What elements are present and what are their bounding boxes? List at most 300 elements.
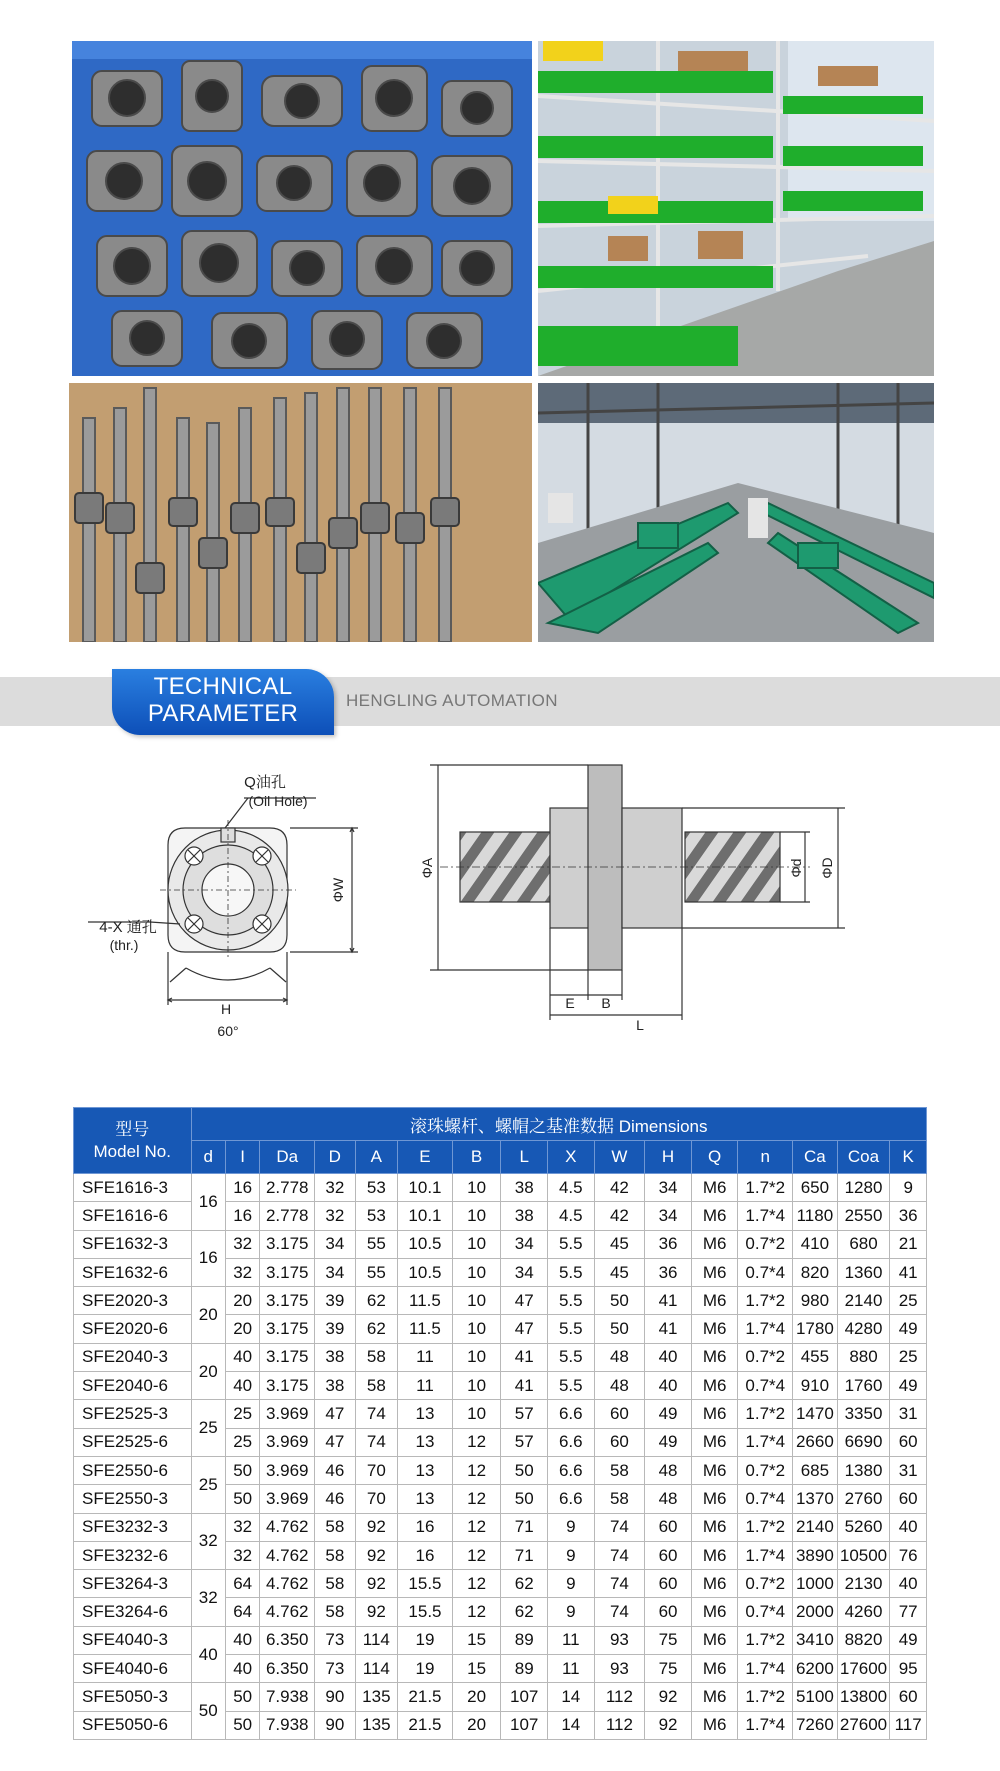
- side-view: [430, 765, 845, 1020]
- cell-d: 50: [191, 1683, 225, 1740]
- cell-l: 38: [501, 1202, 548, 1230]
- cell-q: M6: [691, 1485, 738, 1513]
- cell-coa: 13800: [837, 1683, 890, 1711]
- cell-l: 89: [501, 1655, 548, 1683]
- column-header-w: W: [594, 1141, 645, 1174]
- dim-d-label: Φd: [788, 858, 804, 878]
- cell-d: 20: [191, 1343, 225, 1400]
- cell-l: 107: [501, 1711, 548, 1739]
- cell-x: 11: [548, 1626, 595, 1654]
- cell-n: 1.7*2: [738, 1626, 793, 1654]
- cell-i: 40: [225, 1626, 259, 1654]
- cell-n: 1.7*2: [738, 1400, 793, 1428]
- cell-w: 74: [594, 1598, 645, 1626]
- cell-w: 58: [594, 1456, 645, 1484]
- cell-e: 10.5: [398, 1230, 453, 1258]
- cell-e: 19: [398, 1655, 453, 1683]
- cell-coa: 2760: [837, 1485, 890, 1513]
- cell-d: 46: [315, 1456, 356, 1484]
- cell-l: 62: [501, 1598, 548, 1626]
- dim-h-label: H: [220, 1001, 232, 1017]
- cell-coa: 6690: [837, 1428, 890, 1456]
- cell-b: 10: [452, 1174, 501, 1202]
- cell-b: 12: [452, 1570, 501, 1598]
- cell-w: 60: [594, 1400, 645, 1428]
- cell-q: M6: [691, 1598, 738, 1626]
- cell-x: 6.6: [548, 1485, 595, 1513]
- dim-e-label: E: [565, 995, 575, 1011]
- cell-ca: 455: [793, 1343, 838, 1371]
- model-number: SFE2020-6: [74, 1315, 192, 1343]
- cell-d: 39: [315, 1287, 356, 1315]
- cell-d: 25: [191, 1456, 225, 1513]
- column-header-h: H: [645, 1141, 692, 1174]
- cell-q: M6: [691, 1456, 738, 1484]
- section-title-line2: PARAMETER: [147, 700, 299, 727]
- cell-b: 12: [452, 1513, 501, 1541]
- cell-h: 60: [645, 1598, 692, 1626]
- cell-i: 25: [225, 1428, 259, 1456]
- cell-e: 15.5: [398, 1570, 453, 1598]
- cell-d: 73: [315, 1626, 356, 1654]
- cell-q: M6: [691, 1174, 738, 1202]
- cell-w: 93: [594, 1626, 645, 1654]
- cell-da: 3.969: [260, 1485, 315, 1513]
- cell-n: 0.7*4: [738, 1372, 793, 1400]
- cell-w: 60: [594, 1428, 645, 1456]
- cell-b: 20: [452, 1711, 501, 1739]
- cell-ca: 820: [793, 1258, 838, 1286]
- cell-q: M6: [691, 1315, 738, 1343]
- model-number: SFE2040-3: [74, 1343, 192, 1371]
- cell-k: 49: [890, 1626, 927, 1654]
- cell-da: 3.969: [260, 1428, 315, 1456]
- cell-ca: 2000: [793, 1598, 838, 1626]
- cell-k: 95: [890, 1655, 927, 1683]
- cell-a: 53: [355, 1202, 398, 1230]
- model-number: SFE2550-3: [74, 1485, 192, 1513]
- cell-k: 60: [890, 1485, 927, 1513]
- cell-n: 1.7*4: [738, 1315, 793, 1343]
- cell-i: 32: [225, 1258, 259, 1286]
- cell-da: 4.762: [260, 1541, 315, 1569]
- cell-e: 11.5: [398, 1287, 453, 1315]
- column-header-d: d: [191, 1141, 225, 1174]
- cell-d: 32: [191, 1513, 225, 1570]
- cell-w: 45: [594, 1230, 645, 1258]
- cell-w: 45: [594, 1258, 645, 1286]
- cell-b: 15: [452, 1626, 501, 1654]
- cell-l: 89: [501, 1626, 548, 1654]
- model-number: SFE4040-6: [74, 1655, 192, 1683]
- model-number: SFE2020-3: [74, 1287, 192, 1315]
- cell-ca: 2660: [793, 1428, 838, 1456]
- cell-k: 117: [890, 1711, 927, 1739]
- cell-da: 3.175: [260, 1315, 315, 1343]
- cell-a: 92: [355, 1513, 398, 1541]
- cell-e: 10.1: [398, 1174, 453, 1202]
- cell-x: 5.5: [548, 1315, 595, 1343]
- cell-i: 40: [225, 1343, 259, 1371]
- cell-coa: 4260: [837, 1598, 890, 1626]
- cell-h: 75: [645, 1626, 692, 1654]
- cell-da: 7.938: [260, 1711, 315, 1739]
- cell-w: 58: [594, 1485, 645, 1513]
- cell-coa: 10500: [837, 1541, 890, 1569]
- cell-d: 16: [191, 1230, 225, 1287]
- table-row: [74, 1456, 927, 1484]
- cell-e: 11: [398, 1343, 453, 1371]
- cell-h: 49: [645, 1428, 692, 1456]
- cell-l: 107: [501, 1683, 548, 1711]
- cell-w: 42: [594, 1174, 645, 1202]
- cell-coa: 1380: [837, 1456, 890, 1484]
- cell-h: 41: [645, 1287, 692, 1315]
- cell-k: 25: [890, 1343, 927, 1371]
- photo-factory-workshop: [538, 383, 934, 642]
- cell-k: 9: [890, 1174, 927, 1202]
- cell-h: 36: [645, 1258, 692, 1286]
- cell-q: M6: [691, 1513, 738, 1541]
- cell-i: 32: [225, 1230, 259, 1258]
- cell-x: 6.6: [548, 1428, 595, 1456]
- cell-q: M6: [691, 1711, 738, 1739]
- cell-w: 93: [594, 1655, 645, 1683]
- model-number: SFE2525-6: [74, 1428, 192, 1456]
- cell-da: 2.778: [260, 1174, 315, 1202]
- cell-k: 76: [890, 1541, 927, 1569]
- cell-coa: 8820: [837, 1626, 890, 1654]
- cell-n: 1.7*4: [738, 1428, 793, 1456]
- cell-l: 71: [501, 1513, 548, 1541]
- section-title-line1: TECHNICAL: [153, 673, 293, 700]
- cell-n: 1.7*2: [738, 1174, 793, 1202]
- cell-ca: 1780: [793, 1315, 838, 1343]
- cell-a: 70: [355, 1485, 398, 1513]
- cell-l: 57: [501, 1400, 548, 1428]
- cell-q: M6: [691, 1343, 738, 1371]
- cell-coa: 2550: [837, 1202, 890, 1230]
- cell-b: 12: [452, 1428, 501, 1456]
- cell-a: 74: [355, 1400, 398, 1428]
- cell-q: M6: [691, 1258, 738, 1286]
- cell-i: 64: [225, 1598, 259, 1626]
- column-header-n: n: [738, 1141, 793, 1174]
- cell-a: 114: [355, 1626, 398, 1654]
- column-header-da: Da: [260, 1141, 315, 1174]
- cell-i: 16: [225, 1174, 259, 1202]
- cell-a: 62: [355, 1287, 398, 1315]
- cell-d: 73: [315, 1655, 356, 1683]
- model-number: SFE5050-3: [74, 1683, 192, 1711]
- model-number: SFE5050-6: [74, 1711, 192, 1739]
- cell-ca: 410: [793, 1230, 838, 1258]
- cell-b: 10: [452, 1287, 501, 1315]
- cell-q: M6: [691, 1230, 738, 1258]
- cell-w: 48: [594, 1343, 645, 1371]
- cell-ca: 980: [793, 1287, 838, 1315]
- cell-ca: 1180: [793, 1202, 838, 1230]
- cell-h: 49: [645, 1400, 692, 1428]
- cell-k: 31: [890, 1400, 927, 1428]
- cell-i: 50: [225, 1683, 259, 1711]
- cell-b: 10: [452, 1372, 501, 1400]
- cell-k: 21: [890, 1230, 927, 1258]
- cell-h: 48: [645, 1456, 692, 1484]
- cell-a: 55: [355, 1230, 398, 1258]
- photo-ball-screws: [69, 383, 532, 642]
- cell-da: 3.175: [260, 1343, 315, 1371]
- model-number: SFE1616-3: [74, 1174, 192, 1202]
- cell-i: 16: [225, 1202, 259, 1230]
- cell-q: M6: [691, 1683, 738, 1711]
- cell-e: 11: [398, 1372, 453, 1400]
- model-number: SFE2550-6: [74, 1456, 192, 1484]
- cell-h: 34: [645, 1202, 692, 1230]
- cell-k: 49: [890, 1372, 927, 1400]
- cell-d: 32: [315, 1174, 356, 1202]
- cell-x: 9: [548, 1570, 595, 1598]
- cell-a: 135: [355, 1683, 398, 1711]
- cell-coa: 1760: [837, 1372, 890, 1400]
- cell-da: 4.762: [260, 1570, 315, 1598]
- cell-b: 12: [452, 1541, 501, 1569]
- cell-a: 135: [355, 1711, 398, 1739]
- cell-x: 9: [548, 1598, 595, 1626]
- cell-d: 58: [315, 1541, 356, 1569]
- cell-a: 53: [355, 1174, 398, 1202]
- cell-e: 21.5: [398, 1683, 453, 1711]
- column-header-e: E: [398, 1141, 453, 1174]
- cell-b: 20: [452, 1683, 501, 1711]
- cell-h: 92: [645, 1683, 692, 1711]
- cell-q: M6: [691, 1541, 738, 1569]
- model-column-header: [74, 1108, 192, 1174]
- cell-x: 5.5: [548, 1230, 595, 1258]
- cell-x: 5.5: [548, 1287, 595, 1315]
- model-number: SFE2525-3: [74, 1400, 192, 1428]
- cell-k: 36: [890, 1202, 927, 1230]
- cell-e: 16: [398, 1541, 453, 1569]
- cell-q: M6: [691, 1372, 738, 1400]
- cell-ca: 3410: [793, 1626, 838, 1654]
- table-row: [74, 1626, 927, 1654]
- cell-i: 32: [225, 1513, 259, 1541]
- cell-i: 25: [225, 1400, 259, 1428]
- cell-coa: 1280: [837, 1174, 890, 1202]
- cell-d: 16: [191, 1174, 225, 1231]
- cell-w: 112: [594, 1683, 645, 1711]
- cell-d: 32: [315, 1202, 356, 1230]
- cell-e: 10.1: [398, 1202, 453, 1230]
- cell-w: 74: [594, 1513, 645, 1541]
- model-number: SFE1616-6: [74, 1202, 192, 1230]
- column-header-coa: Coa: [837, 1141, 890, 1174]
- company-name: HENGLING AUTOMATION: [346, 691, 558, 710]
- dim-b-label: B: [601, 995, 611, 1011]
- model-number: SFE3232-6: [74, 1541, 192, 1569]
- cell-w: 74: [594, 1570, 645, 1598]
- cell-da: 3.175: [260, 1287, 315, 1315]
- cell-da: 3.969: [260, 1456, 315, 1484]
- model-header-en: Model No.: [93, 1141, 171, 1161]
- cell-l: 38: [501, 1174, 548, 1202]
- cell-b: 12: [452, 1456, 501, 1484]
- table-body: [74, 1174, 927, 1740]
- table-row: [74, 1570, 927, 1598]
- cell-d: 20: [191, 1287, 225, 1344]
- cell-d: 34: [315, 1258, 356, 1286]
- model-number: SFE3264-6: [74, 1598, 192, 1626]
- cell-b: 12: [452, 1598, 501, 1626]
- cell-d: 39: [315, 1315, 356, 1343]
- cell-i: 40: [225, 1655, 259, 1683]
- front-view: [88, 798, 358, 1005]
- cell-h: 41: [645, 1315, 692, 1343]
- cell-e: 11.5: [398, 1315, 453, 1343]
- cell-h: 75: [645, 1655, 692, 1683]
- cell-x: 14: [548, 1683, 595, 1711]
- cell-x: 6.6: [548, 1456, 595, 1484]
- cell-e: 15.5: [398, 1598, 453, 1626]
- angle-label: 60°: [217, 1023, 239, 1039]
- dim-outer-d-label: ΦD: [819, 857, 835, 879]
- cell-l: 47: [501, 1287, 548, 1315]
- cell-k: 49: [890, 1315, 927, 1343]
- column-header-q: Q: [691, 1141, 738, 1174]
- column-header-k: K: [890, 1141, 927, 1174]
- cell-e: 13: [398, 1400, 453, 1428]
- cell-da: 3.175: [260, 1230, 315, 1258]
- model-number: SFE2040-6: [74, 1372, 192, 1400]
- cell-a: 55: [355, 1258, 398, 1286]
- cell-a: 114: [355, 1655, 398, 1683]
- cell-a: 62: [355, 1315, 398, 1343]
- cell-w: 42: [594, 1202, 645, 1230]
- dimensions-table: [73, 1107, 927, 1740]
- model-header-cn: 型号: [115, 1119, 150, 1139]
- cell-l: 57: [501, 1428, 548, 1456]
- column-header-b: B: [452, 1141, 501, 1174]
- cell-b: 10: [452, 1315, 501, 1343]
- cell-e: 13: [398, 1456, 453, 1484]
- cell-i: 20: [225, 1287, 259, 1315]
- cell-x: 9: [548, 1541, 595, 1569]
- cell-k: 25: [890, 1287, 927, 1315]
- cell-i: 50: [225, 1456, 259, 1484]
- cell-x: 6.6: [548, 1400, 595, 1428]
- cell-q: M6: [691, 1428, 738, 1456]
- oil-hole-label-cn: Q油孔: [244, 774, 286, 791]
- cell-da: 2.778: [260, 1202, 315, 1230]
- table-row: [74, 1174, 927, 1202]
- model-number: SFE3264-3: [74, 1570, 192, 1598]
- cell-coa: 27600: [837, 1711, 890, 1739]
- cell-ca: 910: [793, 1372, 838, 1400]
- cell-da: 3.175: [260, 1372, 315, 1400]
- table-header-row: [74, 1108, 927, 1141]
- cell-da: 6.350: [260, 1655, 315, 1683]
- column-header-ca: Ca: [793, 1141, 838, 1174]
- cell-x: 5.5: [548, 1343, 595, 1371]
- cell-k: 41: [890, 1258, 927, 1286]
- cell-w: 48: [594, 1372, 645, 1400]
- cell-l: 71: [501, 1541, 548, 1569]
- cell-ca: 1370: [793, 1485, 838, 1513]
- cell-e: 10.5: [398, 1258, 453, 1286]
- table-row: [74, 1287, 927, 1315]
- cell-d: 32: [191, 1570, 225, 1627]
- cell-n: 1.7*4: [738, 1541, 793, 1569]
- cell-i: 64: [225, 1570, 259, 1598]
- cell-e: 16: [398, 1513, 453, 1541]
- cell-h: 34: [645, 1174, 692, 1202]
- cell-coa: 4280: [837, 1315, 890, 1343]
- photo-flange-nuts: [72, 41, 532, 376]
- column-header-x: X: [548, 1141, 595, 1174]
- cell-ca: 650: [793, 1174, 838, 1202]
- cell-k: 31: [890, 1456, 927, 1484]
- cell-i: 32: [225, 1541, 259, 1569]
- cell-coa: 2140: [837, 1287, 890, 1315]
- cell-w: 74: [594, 1541, 645, 1569]
- cell-k: 60: [890, 1428, 927, 1456]
- cell-a: 92: [355, 1598, 398, 1626]
- cell-k: 77: [890, 1598, 927, 1626]
- cell-d: 90: [315, 1683, 356, 1711]
- cell-ca: 1470: [793, 1400, 838, 1428]
- cell-ca: 3890: [793, 1541, 838, 1569]
- cell-d: 25: [191, 1400, 225, 1457]
- thru-hole-label-cn: 4-X 通孔: [99, 919, 157, 936]
- cell-a: 58: [355, 1343, 398, 1371]
- cell-d: 38: [315, 1343, 356, 1371]
- cell-q: M6: [691, 1400, 738, 1428]
- cell-n: 1.7*2: [738, 1683, 793, 1711]
- cell-i: 50: [225, 1485, 259, 1513]
- cell-e: 21.5: [398, 1711, 453, 1739]
- cell-l: 62: [501, 1570, 548, 1598]
- cell-d: 34: [315, 1230, 356, 1258]
- cell-a: 92: [355, 1541, 398, 1569]
- cell-n: 0.7*2: [738, 1230, 793, 1258]
- cell-n: 1.7*2: [738, 1287, 793, 1315]
- table-row: [74, 1513, 927, 1541]
- cell-ca: 1000: [793, 1570, 838, 1598]
- column-header-i: I: [225, 1141, 259, 1174]
- cell-da: 4.762: [260, 1513, 315, 1541]
- oil-hole-label-en: (Oil Hole): [248, 793, 308, 809]
- cell-coa: 5260: [837, 1513, 890, 1541]
- cell-e: 19: [398, 1626, 453, 1654]
- cell-b: 12: [452, 1485, 501, 1513]
- cell-b: 15: [452, 1655, 501, 1683]
- cell-l: 34: [501, 1230, 548, 1258]
- cell-d: 58: [315, 1570, 356, 1598]
- dim-w-label: ΦW: [330, 877, 346, 903]
- cell-n: 1.7*4: [738, 1202, 793, 1230]
- cell-d: 90: [315, 1711, 356, 1739]
- model-number: SFE3232-3: [74, 1513, 192, 1541]
- column-header-l: L: [501, 1141, 548, 1174]
- cell-w: 112: [594, 1711, 645, 1739]
- cell-h: 60: [645, 1541, 692, 1569]
- cell-a: 58: [355, 1372, 398, 1400]
- cell-da: 6.350: [260, 1626, 315, 1654]
- cell-d: 38: [315, 1372, 356, 1400]
- cell-w: 50: [594, 1287, 645, 1315]
- cell-ca: 2140: [793, 1513, 838, 1541]
